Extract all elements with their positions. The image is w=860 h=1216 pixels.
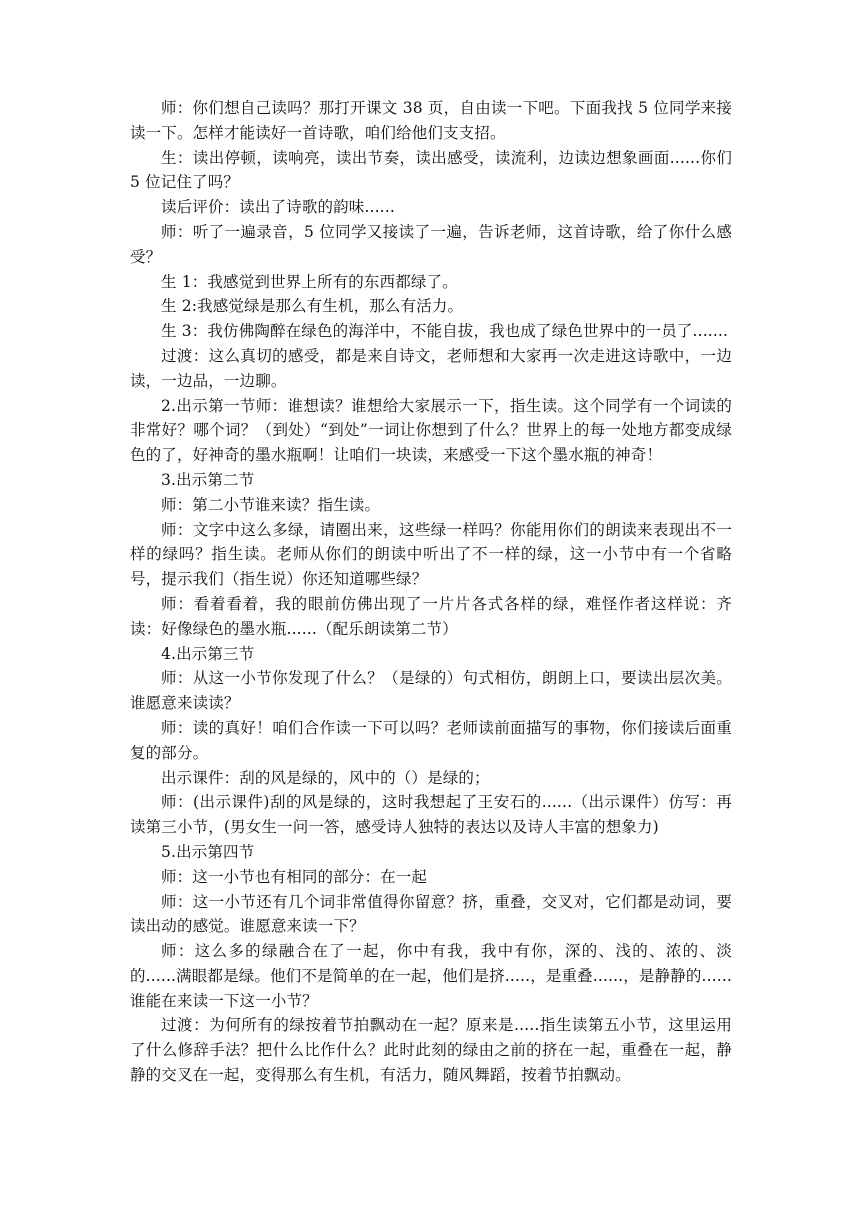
- paragraph-evaluation: 读后评价：读出了诗歌的韵味......: [161, 198, 395, 217]
- heading-section-2: 3.出示第二节: [161, 470, 255, 489]
- paragraph-student-2: 生 2:我感觉绿是那么有生机，那么有活力。: [161, 297, 464, 316]
- paragraph-student-tips: 生：读出停顿，读响亮，读出节奏，读出感受，读流利，边读边想象画面......你们 5 位记住了吗？: [130, 148, 738, 192]
- paragraph-section-2-read: 师：第二小节谁来读？指生读。: [161, 495, 381, 514]
- document-page: [130, 96, 738, 1088]
- paragraph-transition-1: 过渡：这么真切的感受，都是来自诗文，老师想和大家再一次走进这诗歌中，一边读，一边品，一边聊。: [130, 346, 732, 390]
- paragraph-section-2-greens: 师：文字中这么多绿，请圈出来，这些绿一样吗？你能用你们的朗读来表现出不一样的绿吗？指生读。老师从你们的朗读中听出了不一样的绿，这一小节中有一个省略号，提示我们（指生说）你还知道哪些绿？: [130, 520, 732, 589]
- paragraph-teacher-question: 师：听了一遍录音，5 位同学又接读了一遍，告诉老师，这首诗歌，给了你什么感受？: [130, 222, 732, 266]
- heading-section-3: 4.出示第三节: [161, 644, 255, 663]
- paragraph-transition-2: 过渡：为何所有的绿按着节拍飘动在一起？原来是.....指生读第五小节，这里运用了什么修辞手法？把什么比作什么？此时此刻的绿由之前的挤在一起，重叠在一起，静静的交叉在一起，变得那么有生机，有活力，随风舞蹈，按着节拍飘动。: [130, 1016, 732, 1085]
- paragraph-teacher-intro: 师：你们想自己读吗？那打开课文 38 页，自由读一下吧。下面我找 5 位同学来接读一下。怎样才能读好一首诗歌，咱们给他们支支招。: [130, 99, 732, 142]
- paragraph-section-4-same: 师：这一小节也有相同的部分：在一起: [161, 867, 428, 886]
- paragraph-courseware-1: 出示课件：刮的风是绿的，风中的（）是绿的；: [161, 768, 490, 787]
- paragraph-section-3-cooperate: 师：读的真好！咱们合作读一下可以吗？老师读前面描写的事物，你们接读后面重复的部分。: [130, 718, 732, 762]
- paragraph-student-3: 生 3：我仿佛陶醉在绿色的海洋中，不能自拔，我也成了绿色世界中的一员了.......: [161, 322, 729, 341]
- paragraph-section-3-discover: 师：从这一小节你发现了什么？（是绿的）句式相仿，朗朗上口，要读出层次美。谁愿意来读读？: [130, 669, 732, 713]
- paragraph-courseware-2: 师：(出示课件)刮的风是绿的，这时我想起了王安石的......（出示课件）仿写：再读第三小节，(男女生一问一答，感受诗人独特的表达以及诗人丰富的想象力): [130, 793, 732, 837]
- heading-section-4: 5.出示第四节: [161, 842, 255, 861]
- paragraph-student-1: 生 1：我感觉到世界上所有的东西都绿了。: [161, 272, 458, 291]
- paragraph-section-1: 2.出示第一节师：谁想读？谁想给大家展示一下，指生读。这个同学有一个词读的非常好？哪个词？（到处）“到处”一词让你想到了什么？世界上的每一处地方都变成绿色的了，好神奇的墨水瓶啊！让咱们一块读，来感受一下这个墨水瓶的神奇！: [130, 396, 732, 465]
- paragraph-section-2-chorus: 师：看着看着，我的眼前仿佛出现了一片片各式各样的绿，难怪作者这样说：齐读：好像绿色的墨水瓶......（配乐朗读第二节）: [130, 594, 732, 638]
- paragraph-section-4-verbs: 师：这一小节还有几个词非常值得你留意？挤，重叠，交叉对，它们都是动词，要读出动的感觉。谁愿意来读一下？: [130, 892, 732, 936]
- paragraph-section-4-merge: 师：这么多的绿融合在了一起，你中有我，我中有你，深的、浅的、浓的、淡的......满眼都是绿。他们不是简单的在一起，他们是挤.....，是重叠......，是静静的......谁能在来读一下这一小节？: [130, 942, 732, 1010]
